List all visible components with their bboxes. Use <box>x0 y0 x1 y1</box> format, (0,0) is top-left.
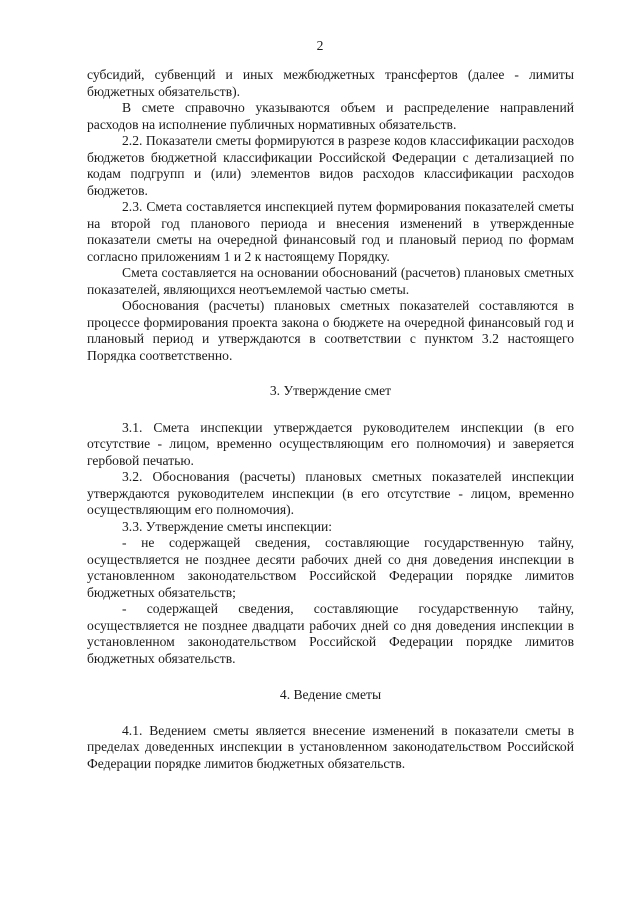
paragraph-4-1: 4.1. Ведением сметы является внесение изменений в показатели сметы в пределах доведенных инспекции в установленном законодательством Российской Федерации порядке лимитов бюджетных обязательств. <box>87 722 574 771</box>
paragraph: Обоснования (расчеты) плановых сметных показателей составляются в процессе формирования проекта закона о бюджете на очередной финансовый год и плановый период и утверждаются в соответствии с пунктом 3.2 настоящего Порядка соответственно. <box>87 298 574 363</box>
document-body <box>87 67 574 772</box>
list-item-secret: - содержащей сведения, составляющие государственную тайну, осуществляется не позднее двадцати рабочих дней со дня доведения инспекции в установленном законодательством Российской Федерации порядке лимитов бюджетных обязательств. <box>87 601 574 666</box>
paragraph: В смете справочно указываются объем и распределение направлений расходов на исполнение публичных нормативных обязательств. <box>87 100 574 132</box>
paragraph-3-1: 3.1. Смета инспекции утверждается руководителем инспекции (в его отсутствие - лицом, временно осуществляющим его полномочия) и заверяется гербовой печатью. <box>87 419 574 468</box>
section-3-heading: 3. Утверждение смет <box>269 383 392 398</box>
section-4-heading: 4. Ведение сметы <box>279 687 382 702</box>
list-item-no-secret: - не содержащей сведения, составляющие государственную тайну, осуществляется не позднее десяти рабочих дней со дня доведения инспекции в установленном законодательством Российской Федерации порядке лимитов бюджетных обязательств; <box>87 535 574 600</box>
paragraph: Смета составляется на основании обоснований (расчетов) плановых сметных показателей, являющихся неотъемлемой частью сметы. <box>87 265 574 297</box>
paragraph-2-2: 2.2. Показатели сметы формируются в разрезе кодов классификации расходов бюджетов бюджетной классификации Российской Федерации с детализацией по кодам подгрупп и (или) элементов видов расходов классификации расходов бюджетов. <box>87 133 574 198</box>
paragraph-3-2: 3.2. Обоснования (расчеты) плановых сметных показателей инспекции утверждаются руководителем инспекции (в его отсутствие - лицом, временно осуществляющим его полномочия). <box>87 469 574 517</box>
page-number: 2 <box>316 38 324 53</box>
paragraph-2-3: 2.3. Смета составляется инспекцией путем формирования показателей сметы на второй год планового периода и внесения изменений в утвержденные показатели сметы на очередной финансовый год и плановый период по формам согласно приложениям 1 и 2 к настоящему Порядку. <box>87 199 574 264</box>
paragraph-3-3: 3.3. Утверждение сметы инспекции: <box>122 518 333 534</box>
paragraph-continuation: субсидий, субвенций и иных межбюджетных трансфертов (далее - лимиты бюджетных обязательств). <box>87 67 574 99</box>
